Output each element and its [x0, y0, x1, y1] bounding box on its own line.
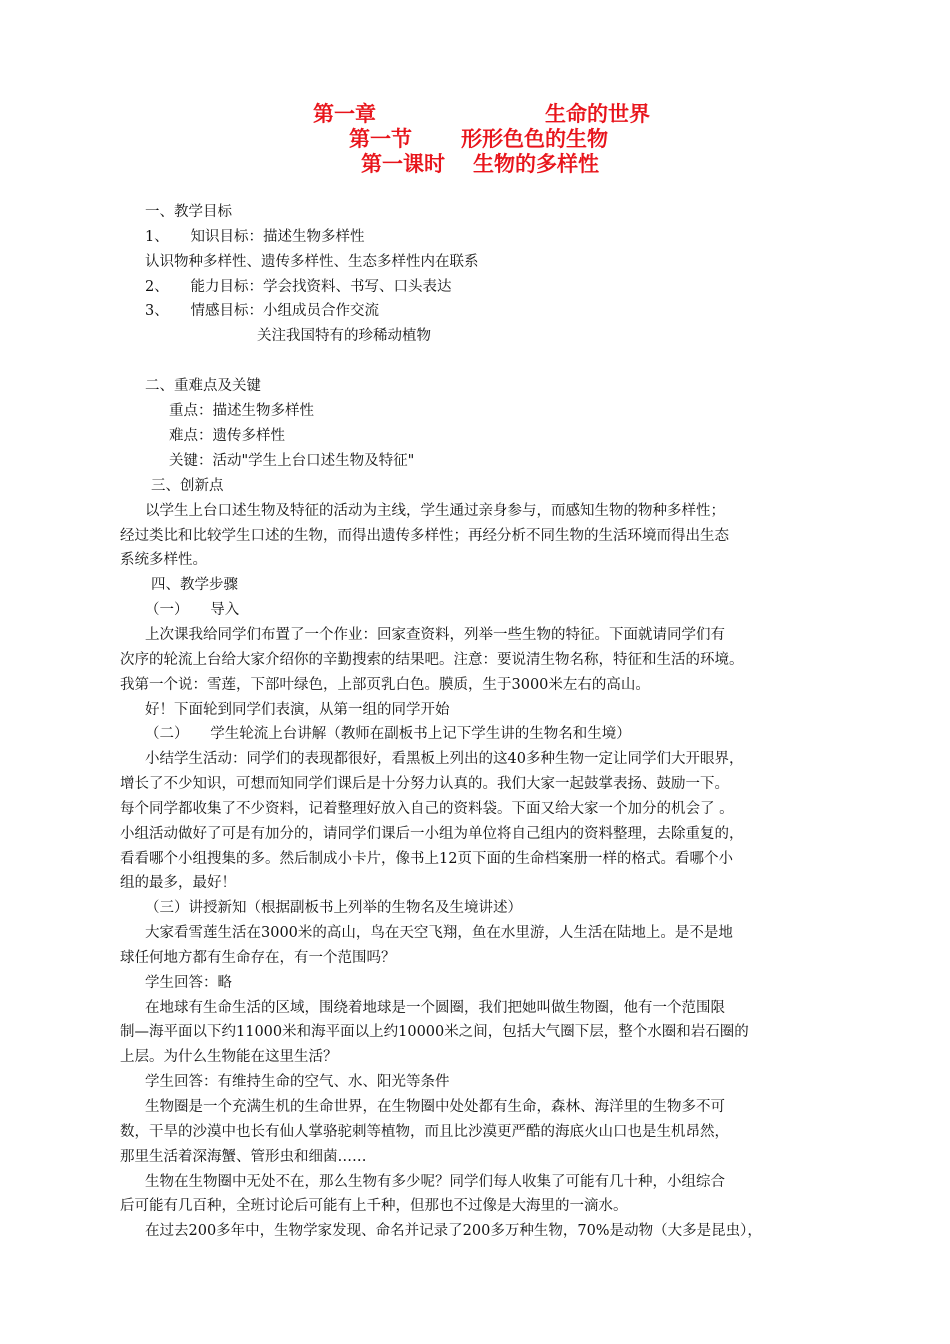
paragraph-line: 数，干旱的沙漠中也长有仙人掌骆驼刺等植物，而且比沙漠更严酷的海底火山口也是生机昂然， — [120, 1124, 729, 1140]
paragraph-line: 在地球有生命生活的区域，围绕着地球是一个圆圈，我们把她叫做生物圈，他有一个范围限 — [145, 1000, 725, 1016]
chapter-name: 生命的世界 — [545, 102, 650, 126]
section-number: 第一节 — [349, 127, 412, 151]
heading-teaching-objectives: 一、教学目标 — [145, 204, 232, 220]
paragraph-line: 生物在生物圈中无处不在，那么生物有多少呢？同学们每人收集了可能有几十种，小组综合 — [145, 1174, 725, 1190]
paragraph-line: 以学生上台口述生物及特征的活动为主线，学生通过亲身参与，而感知生物的物种多样性； — [145, 503, 725, 519]
paragraph-line: 大家看雪莲生活在3000米的高山，鸟在天空飞翔，鱼在水里游，人生活在陆地上。是不是地 — [145, 925, 733, 941]
paragraph-line: 每个同学都收集了不少资料，记着整理好放入自己的资料袋。下面又给大家一个加分的机会了 。 — [120, 801, 734, 817]
paragraph-line: 制—海平面以下约11000米和海平面以上约10000米之间，包括大气圈下层，整个水圈和岩石圈的 — [120, 1024, 749, 1040]
paragraph-line: 我第一个说：雪莲，下部叶绿色，上部页乳白色。膜质，生于3000米左右的高山。 — [120, 677, 650, 693]
step-intro-heading: （一） 导入 — [145, 602, 240, 618]
paragraph-line: 小组活动做好了可是有加分的，请同学们课后一小组为单位将自己组内的资料整理，去除重复的， — [120, 826, 744, 842]
paragraph-line: 上次课我给同学们布置了一个作业：回家查资料，列举一些生物的特征。下面就请同学们有 — [145, 627, 725, 643]
key-point-difficulty: 难点：遗传多样性 — [169, 428, 285, 444]
paragraph-line: 球任何地方都有生命存在，有一个范围吗？ — [120, 950, 396, 966]
heading-key-points: 二、重难点及关键 — [145, 378, 261, 394]
paragraph-line: 组的最多，最好！ — [120, 875, 236, 891]
paragraph-line: 在过去200多年中，生物学家发现、命名并记录了200多万种生物，70%是动物（大多是昆虫）， — [145, 1223, 762, 1239]
chapter-number: 第一章 — [313, 102, 376, 126]
step-new-knowledge-heading: （三）讲授新知（根据副板书上列举的生物名及生境讲述） — [145, 900, 522, 916]
paragraph-line: 学生回答：略 — [145, 975, 232, 991]
objective-knowledge-detail: 认识物种多样性、遗传多样性、生态多样性内在联系 — [145, 254, 479, 270]
key-point-key: 关键：活动"学生上台口述生物及特征" — [169, 453, 415, 469]
paragraph-line: 好！下面轮到同学们表演，从第一组的同学开始 — [145, 702, 450, 718]
lesson-number: 第一课时 — [361, 152, 445, 176]
paragraph-line: 系统多样性。 — [120, 552, 207, 568]
paragraph-line: 后可能有几百种，全班讨论后可能有上千种，但那也不过像是大海里的一滴水。 — [120, 1198, 628, 1214]
step-student-talk-heading: （二） 学生轮流上台讲解（教师在副板书上记下学生讲的生物名和生境） — [145, 726, 631, 742]
objective-ability: 2、 能力目标：学会找资料、书写、口头表达 — [145, 279, 452, 295]
paragraph-line: 增长了不少知识，可想而知同学们课后是十分努力认真的。我们大家一起鼓掌表扬、鼓励一下。 — [120, 776, 729, 792]
objective-knowledge: 1、 知识目标：描述生物多样性 — [145, 229, 365, 245]
lesson-name: 生物的多样性 — [473, 152, 599, 176]
paragraph-line: 小结学生活动：同学们的表现都很好，看黑板上列出的这40多种生物一定让同学们大开眼界， — [145, 751, 744, 767]
paragraph-line: 看看哪个小组搜集的多。然后制成小卡片，像书上12页下面的生命档案册一样的格式。看哪个小 — [120, 851, 733, 867]
section-name: 形形色色的生物 — [461, 127, 608, 151]
paragraph-line: 那里生活着深海蟹、管形虫和细菌…… — [120, 1149, 367, 1165]
paragraph-line: 上层。为什么生物能在这里生活？ — [120, 1049, 338, 1065]
paragraph-line: 经过类比和比较学生口述的生物，而得出遗传多样性；再经分析不同生物的生活环境而得出生态 — [120, 528, 729, 544]
paragraph-line: 生物圈是一个充满生机的生命世界，在生物圈中处处都有生命，森林、海洋里的生物多不可 — [145, 1099, 725, 1115]
heading-teaching-steps: 四、教学步骤 — [151, 577, 238, 593]
paragraph-line: 次序的轮流上台给大家介绍你的辛勤搜索的结果吧。注意：要说清生物名称，特征和生活的环境。 — [120, 652, 744, 668]
objective-emotion-detail: 关注我国特有的珍稀动植物 — [257, 328, 431, 344]
objective-emotion: 3、 情感目标：小组成员合作交流 — [145, 303, 379, 319]
heading-innovation: 三、创新点 — [151, 478, 224, 494]
key-point-focus: 重点：描述生物多样性 — [169, 403, 314, 419]
paragraph-line: 学生回答：有维持生命的空气、水、阳光等条件 — [145, 1074, 450, 1090]
